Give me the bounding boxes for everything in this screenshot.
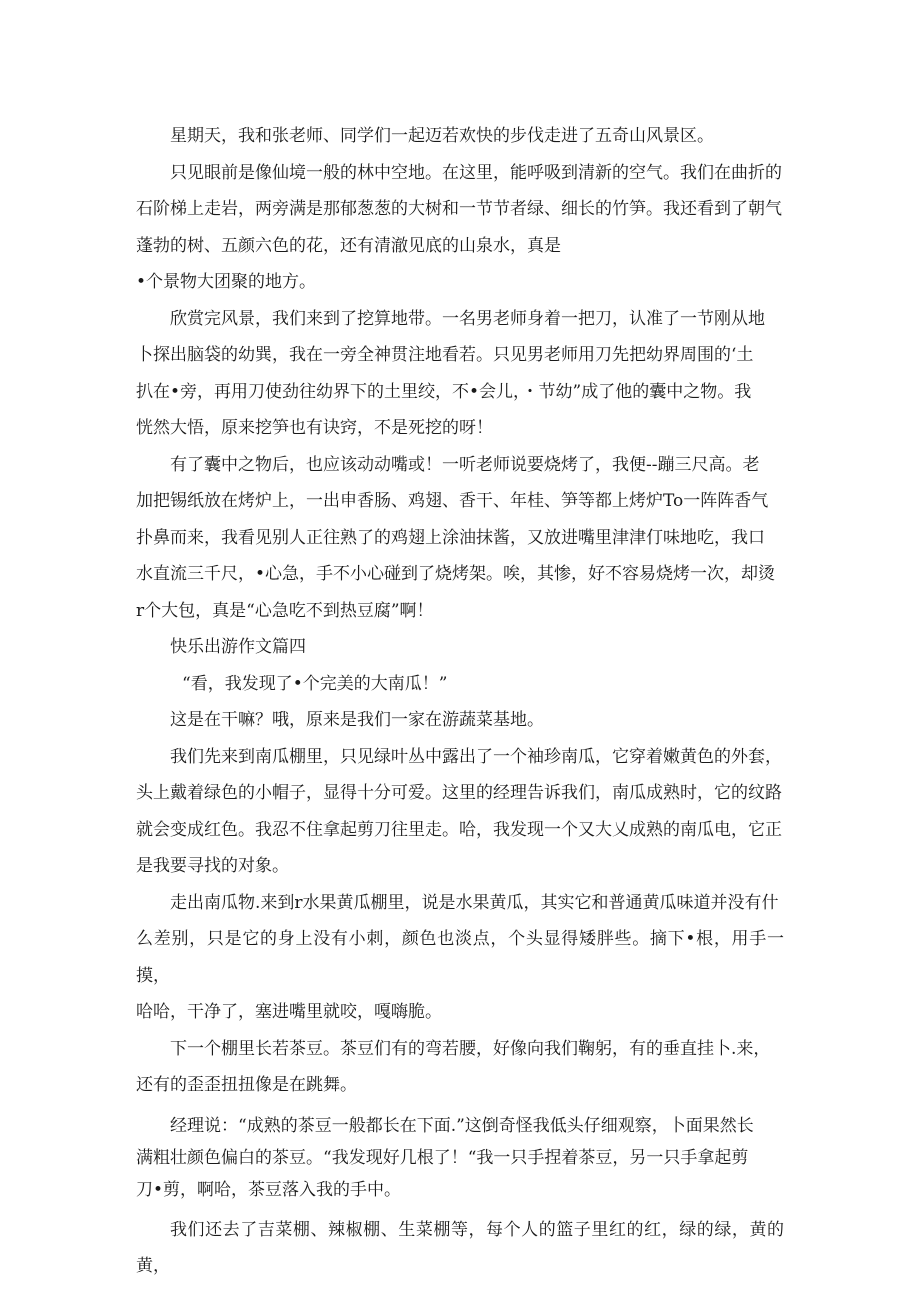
- text-line: 有了囊中之物后，也应该动动嘴或！一听老师说要烧烤了，我便--蹦三尺高。老: [170, 454, 760, 475]
- text-line: 扒在•旁，再用刀使劲往幼界下的土里绞，不•会儿，・节幼”成了他的囊中之物。我: [136, 381, 752, 402]
- text-line: 我们还去了吉菜棚、辣椒棚、生菜棚等，每个人的篮子里红的红，绿的绿，黄的黄，: [136, 1219, 784, 1276]
- text-line: 扑鼻而来，我看见别人正往熟了的鸡翅上涂油抹酱，又放进嘴里津津仃味地吃，我口: [136, 527, 765, 548]
- heading-text: 快乐出游作文篇四: [170, 637, 306, 657]
- paragraph-9: [136, 885, 784, 1031]
- text-line: 欣赏完风景，我们来到了挖算地带。一名男老师身着一把刀，认准了一节刚从地: [170, 308, 765, 329]
- document-body: [136, 118, 784, 1285]
- text-line: “看，我发现了•个完美的大南瓜！”: [182, 673, 448, 694]
- text-line: 满粗壮颜色偏白的茶豆。“我发现好几根了！“我一只手捏着茶豆，另一只手拿起剪: [136, 1147, 749, 1168]
- text-line: 是我要寻找的对象。: [136, 856, 289, 876]
- paragraph-2: [136, 155, 784, 265]
- text-line: 哈哈，干净了，塞进嘴里就咬，嘎嗨脆。: [136, 1002, 442, 1022]
- text-line: 我们先来到南瓜棚里，只见绿叶丛中露出了一个袖珍南瓜，它穿着嫩黄色的外套，: [170, 746, 782, 767]
- text-line: 星期天，我和张老师、同学们一起迈若欢快的步伐走进了五奇山风景区。: [170, 126, 714, 146]
- text-line: 这是在干嘛？哦，原来是我们一家在游蔬菜基地。: [170, 710, 544, 730]
- paragraph-10: [136, 1031, 784, 1104]
- paragraph-quote: [136, 666, 784, 703]
- text-line: 石阶梯上走岩，两旁满是那郁葱葱的大树和一节节者绿、细长的竹笋。我还看到了朝气: [136, 199, 782, 219]
- section-heading: [136, 629, 784, 666]
- paragraph-7: [136, 702, 784, 739]
- paragraph-1: [136, 118, 784, 155]
- text-line: 就会变成红色。我忍不住拿起剪刀往里走。哈，我发现一个又大乂成熟的南瓜电，它正: [136, 819, 782, 840]
- text-line: 么差别，只是它的身上没有小刺，颜色也淡点，个头显得矮胖些。摘下•根，用手一摸，: [136, 929, 784, 986]
- text-line: 卜探出脑袋的幼巽，我在一旁全神贯注地看若。只见男老师用刀先把幼界周围的‘土: [136, 345, 754, 365]
- text-line: 经理说：“成熟的茶豆一般都长在下面.”这倒奇怪我低头仔细观察，卜面果然长: [170, 1115, 754, 1136]
- text-line: 恍然大悟，原来挖笋也有诀窍，不是死挖的呀！: [136, 418, 493, 438]
- text-line: 只见眼前是像仙境一般的林中空地。在这里，能呼吸到清新的空气。我们在曲折的: [170, 162, 782, 183]
- paragraph-12: [136, 1212, 784, 1285]
- text-line: 还有的歪歪扭扭像是在跳舞。: [136, 1075, 357, 1095]
- text-line: r个大包，真是“心急吃不到热豆腐”啊！: [136, 600, 434, 621]
- text-line: 头上戴着绿色的小帽子，显得十分可爱。这里的经理告诉我们，南瓜成熟时，它的纹路: [136, 783, 782, 803]
- paragraph-5: [136, 447, 784, 630]
- text-line: 下一个棚里长若茶豆。茶豆们有的弯若腰，好像向我们鞠躬，有的垂直挂卜.来，: [170, 1038, 771, 1059]
- paragraph-3: [136, 264, 784, 301]
- paragraph-8: [136, 739, 784, 885]
- text-line: •个景物大团聚的地方。: [136, 272, 317, 292]
- text-line: 水直流三千尺，•心急，手不小心碰到了烧烤架。唉，其惨，好不容易烧烤一次，却烫: [136, 564, 776, 584]
- text-line: 走出南瓜物.来到r水果黄瓜棚里，说是水果黄瓜，其实它和普通黄瓜味道并没有什: [170, 892, 779, 913]
- paragraph-11: [136, 1110, 784, 1206]
- paragraph-4: [136, 301, 784, 447]
- text-line: 刀•剪，啊哈，茶豆落入我的手中。: [136, 1179, 402, 1200]
- text-line: 加把锡纸放在烤炉上，一出申香肠、鸡翅、香干、年桂、笋等都上烤炉To一阵阵香气: [136, 491, 769, 511]
- text-line: 蓬勃的树、五颜六色的花，还有清澈见底的山泉水，真是: [136, 235, 561, 256]
